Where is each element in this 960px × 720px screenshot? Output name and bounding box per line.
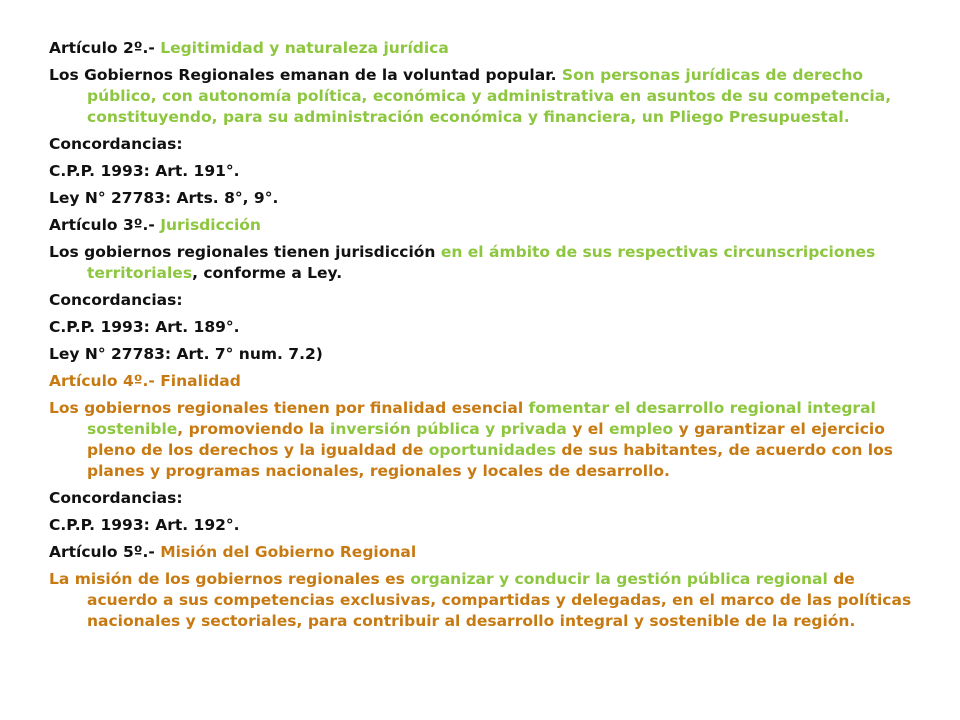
article-2-body — [49, 65, 920, 128]
article-4-concordancias-label: Concordancias: — [49, 489, 183, 507]
article-3-body-text-3: , conforme a Ley. — [192, 264, 343, 282]
article-3-concordancias-label: Concordancias: — [49, 291, 183, 309]
article-4-body-text-2: fomentar el desarrollo regional integral sostenible — [87, 399, 876, 438]
article-3-title: Jurisdicción — [160, 216, 261, 234]
article-2-body-text-1: Los Gobiernos Regionales emanan de la voluntad popular. — [49, 66, 562, 84]
article-3-number: Artículo 3º.- — [49, 216, 161, 234]
article-2-title: Legitimidad y naturaleza jurídica — [160, 39, 449, 57]
article-4-body-text-3: , promoviendo la — [177, 420, 331, 438]
article-2-ref-1: C.P.P. 1993: Art. 191°. — [49, 162, 240, 180]
article-2-concordancias-label: Concordancias: — [49, 135, 183, 153]
article-2-heading — [49, 38, 920, 59]
article-5-title: Misión del Gobierno Regional — [160, 543, 417, 561]
article-4-body-text-5: y el — [566, 420, 609, 438]
article-4-body — [49, 398, 920, 482]
article-4-body-text-9: de sus habitantes, de acuerdo con los planes y programas nacionales, regionales y locales de desarrollo. — [87, 441, 893, 480]
article-4-body-text-6: empleo — [608, 420, 674, 438]
article-2-body-text-2: Son personas jurídicas de derecho público, con autonomía política, económica y administrativa en asuntos de su competencia, constituyendo, para su administración económica y financiera, un Pliego Presupuestal. — [87, 66, 892, 126]
article-5-number: Artículo 5º.- — [49, 543, 161, 561]
article-3-body-text-2: en el ámbito de sus respectivas circunscripciones territoriales — [87, 243, 876, 282]
article-3-body — [49, 242, 920, 284]
article-4-body-text-1: Los gobiernos regionales tienen por finalidad esencial — [49, 399, 529, 417]
article-4-heading — [49, 371, 920, 392]
article-4-body-text-7: y garantizar el ejercicio pleno de los derechos y la igualdad de — [87, 420, 885, 459]
article-4-body-text-8: oportunidades — [428, 441, 556, 459]
article-5-body-text-1: La misión de los gobiernos regionales es — [49, 570, 411, 588]
article-5-heading — [49, 542, 920, 563]
article-4-number: Artículo 4º.- — [49, 372, 161, 390]
article-5-body — [49, 569, 920, 632]
article-4-ref-1: C.P.P. 1993: Art. 192°. — [49, 516, 240, 534]
article-2-number: Artículo 2º.- — [49, 39, 161, 57]
article-4-body-text-4: inversión pública y privada — [330, 420, 567, 438]
article-5-body-text-3: de acuerdo a sus competencias exclusivas, compartidas y delegadas, en el marco de las políticas nacionales y sectoriales, para contribuir al desarrollo integral y sostenible de la región. — [87, 570, 912, 630]
article-3-body-text-1: Los gobiernos regionales tienen jurisdicción — [49, 243, 441, 261]
article-3-ref-2: Ley N° 27783: Art. 7° num. 7.2) — [49, 345, 323, 363]
article-2-ref-2: Ley N° 27783: Arts. 8°, 9°. — [49, 189, 279, 207]
article-3-ref-1: C.P.P. 1993: Art. 189°. — [49, 318, 240, 336]
article-3-heading — [49, 215, 920, 236]
article-4-title: Finalidad — [160, 372, 241, 390]
article-5-body-text-2: organizar y conducir la gestión pública regional — [410, 570, 828, 588]
